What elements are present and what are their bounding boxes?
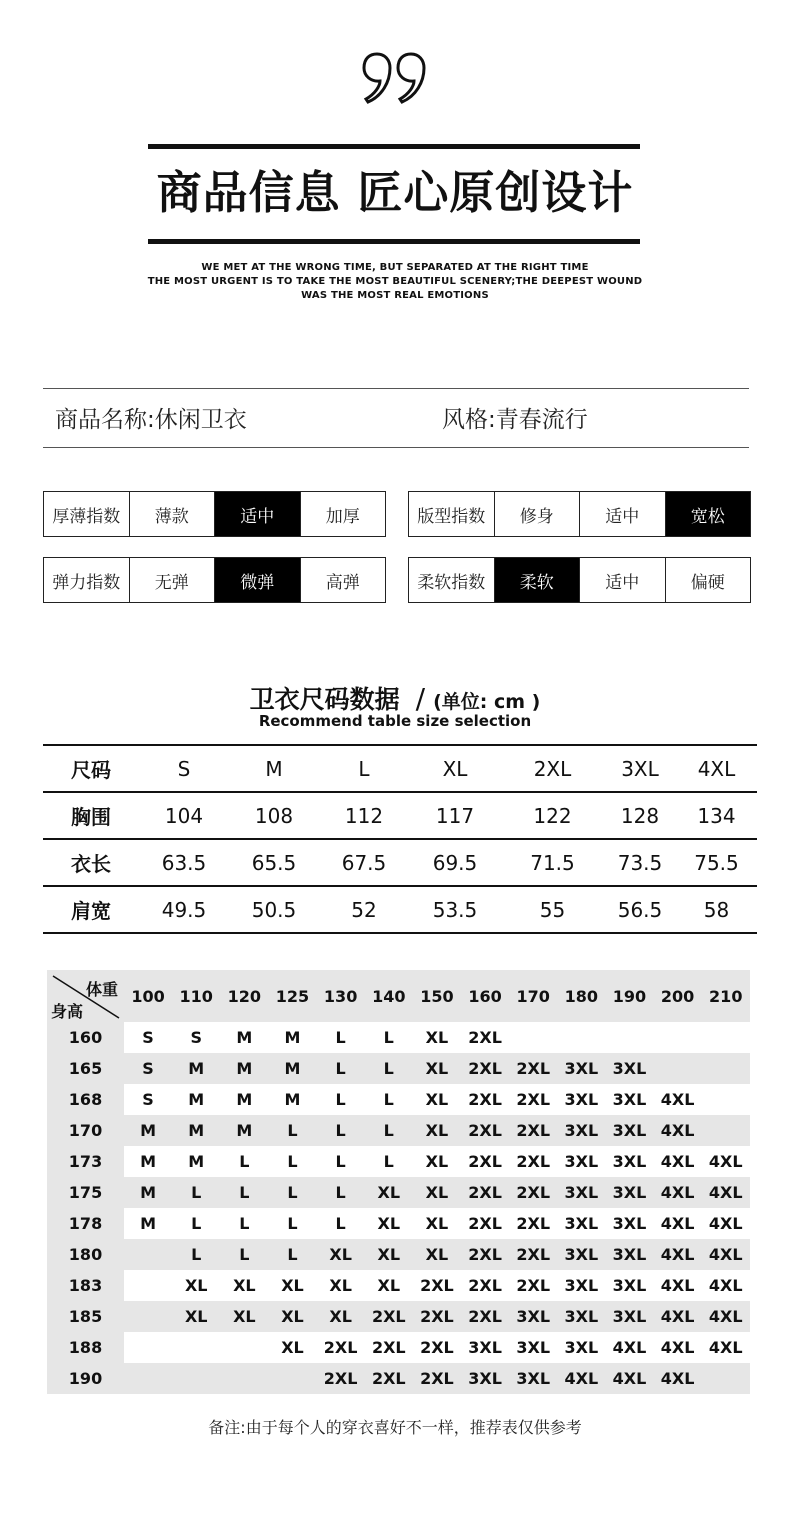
index-option: 加厚 [300,492,386,536]
size-cell [220,1363,268,1394]
size-cell: M [236,1121,253,1140]
size-table-cell: 49.5 [161,897,207,922]
size-cell: M [284,1059,301,1078]
size-table-cell: 52 [351,897,377,922]
size-cell: 3XL [612,1245,647,1264]
chart-row [47,1177,750,1208]
size-cell: 4XL [660,1121,695,1140]
size-cell: XL [377,1276,401,1295]
size-cell: 4XL [708,1307,743,1326]
size-cell: 3XL [612,1276,647,1295]
size-table-cell: XL [442,756,468,781]
size-cell: 3XL [612,1121,647,1140]
size-cell [654,1053,702,1084]
height-row-header: 175 [47,1177,124,1208]
size-cell: 2XL [420,1338,454,1357]
size-table-cell: 122 [533,803,572,828]
index-option: 修身 [494,492,580,536]
weight-column-header: 160 [468,986,502,1006]
size-cell: 3XL [564,1214,599,1233]
size-cell: 2XL [371,1338,406,1357]
size-cell: 4XL [612,1369,647,1388]
size-cell: L [287,1121,298,1140]
size-cell: 2XL [323,1338,358,1357]
height-row-header: 170 [47,1115,124,1146]
size-cell [220,1332,268,1363]
size-cell: M [188,1121,205,1140]
size-cell: 3XL [468,1338,502,1357]
size-cell: 2XL [468,1028,502,1047]
size-cell: 4XL [660,1369,695,1388]
size-cell: XL [281,1307,304,1326]
index-option-selected: 柔软 [494,558,580,602]
size-cell: L [287,1245,298,1264]
weight-column-header: 190 [612,986,647,1006]
size-cell: XL [377,1183,401,1202]
size-table-cell: S [177,756,191,781]
size-cell: 2XL [516,1245,551,1264]
size-cell: L [335,1028,346,1047]
size-cell: 4XL [660,1152,695,1171]
size-cell: 4XL [660,1090,695,1109]
size-table-row-label: 肩宽 [71,899,111,923]
size-cell: 3XL [564,1307,599,1326]
elasticity-index [43,557,386,603]
height-row-header: 183 [47,1270,124,1301]
size-cell: 2XL [468,1307,502,1326]
size-table-row [43,840,757,887]
size-cell: 4XL [660,1338,695,1357]
size-cell [557,1022,605,1053]
size-cell: 4XL [564,1369,599,1388]
chart-row [47,1332,750,1363]
weight-column-header: 110 [179,986,213,1006]
chart-row [47,1301,750,1332]
title-rule-bottom [148,239,640,244]
size-cell: 4XL [708,1338,743,1357]
size-table-subtitle: Recommend table size selection [258,712,532,730]
slogan-line: WE MET AT THE WRONG TIME, BUT SEPARATED AT THE RIGHT TIME [201,262,589,273]
size-cell: 3XL [612,1307,647,1326]
size-cell: XL [425,1059,449,1078]
weight-column-header: 200 [660,986,695,1006]
size-table-cell: L [358,756,370,781]
chart-corner [47,970,124,1022]
size-table-header [43,746,757,793]
size-table-row-label: 衣长 [71,852,111,876]
size-cell: L [239,1214,250,1233]
size-cell: 2XL [516,1276,551,1295]
info-rule-bottom [43,447,749,448]
slogan-line: THE MOST URGENT IS TO TAKE THE MOST BEAUTIFUL SCENERY;THE DEEPEST WOUND [147,276,643,287]
size-cell: L [383,1121,394,1140]
title-rule-top [148,144,640,149]
size-cell: 2XL [516,1121,551,1140]
size-cell: L [335,1059,346,1078]
size-cell: L [335,1183,346,1202]
index-option: 薄款 [129,492,215,536]
size-cell: XL [329,1307,352,1326]
size-cell [605,1022,653,1053]
size-cell: 2XL [468,1090,502,1109]
weight-column-header: 100 [131,986,165,1006]
size-cell: 2XL [420,1369,454,1388]
size-cell: L [191,1214,202,1233]
size-table-cell: 117 [435,803,475,828]
size-table-row [43,887,757,934]
size-cell: L [383,1028,394,1047]
size-cell: 3XL [564,1090,599,1109]
size-cell [124,1239,172,1270]
size-cell: 2XL [516,1059,551,1078]
remark-note: 备注:由于每个人的穿衣喜好不一样，推荐表仅供参考 [208,1418,582,1437]
index-label: 弹力指数 [52,572,121,593]
size-cell: M [188,1059,205,1078]
size-cell: XL [233,1307,256,1326]
size-table-cell: 73.5 [617,850,663,875]
size-cell: 2XL [420,1307,454,1326]
size-table-unit: (单位: cm ) [433,691,541,713]
size-cell: 4XL [660,1307,695,1326]
index-option: 高弹 [300,558,386,602]
size-cell: S [142,1028,154,1047]
size-cell: 3XL [612,1090,647,1109]
quote-icon-svg [360,50,430,106]
size-cell: M [284,1090,301,1109]
size-table-title [0,680,790,716]
height-row-header: 180 [47,1239,124,1270]
size-cell: XL [425,1121,449,1140]
size-cell: 2XL [371,1369,406,1388]
size-cell: L [287,1214,298,1233]
size-cell: S [142,1090,154,1109]
weight-column-header: 140 [372,986,406,1006]
height-axis-label: 身高 [51,1002,84,1021]
size-table-cell: 2XL [533,756,572,781]
size-cell: L [239,1152,250,1171]
size-cell: 3XL [564,1152,599,1171]
size-cell: L [287,1183,298,1202]
size-cell: 3XL [564,1059,599,1078]
chart-row [47,1363,750,1394]
size-cell: L [191,1245,202,1264]
size-cell: L [335,1214,346,1233]
fit-index [408,491,751,537]
size-cell: 3XL [612,1214,647,1233]
size-cell: XL [184,1307,208,1326]
size-cell [509,1022,557,1053]
size-table-cell: 128 [620,803,660,828]
size-cell: M [188,1152,205,1171]
size-cell [172,1363,220,1394]
size-cell: L [335,1121,346,1140]
size-cell: 2XL [516,1090,551,1109]
size-cell: XL [281,1276,304,1295]
size-recommend-chart [47,970,750,1394]
weight-column-header: 125 [275,986,310,1006]
size-cell: M [140,1183,157,1202]
title-slash: / [415,682,426,715]
size-table-cell: 67.5 [341,850,387,875]
size-cell: XL [281,1338,304,1357]
size-cell: L [383,1152,394,1171]
product-name: 商品名称:休闲卫衣 [55,407,247,433]
size-table-cell: M [265,756,283,781]
softness-index [408,557,751,603]
weight-column-header: 150 [420,986,454,1006]
size-cell [268,1363,316,1394]
size-cell: 4XL [708,1276,743,1295]
chart-row [47,1053,750,1084]
size-table-cell: 53.5 [432,897,478,922]
size-cell: XL [425,1028,449,1047]
size-table-row [43,793,757,840]
size-cell: 3XL [564,1121,599,1140]
size-table-cell: 104 [164,803,204,828]
chart-row [47,1239,750,1270]
size-cell: 2XL [468,1121,502,1140]
weight-column-header: 120 [227,986,262,1006]
size-table-cell: 50.5 [251,897,297,922]
size-table-cell: 112 [344,803,384,828]
size-cell: 2XL [516,1183,551,1202]
size-cell: 3XL [564,1245,599,1264]
index-option: 适中 [579,558,665,602]
height-row-header: 190 [47,1363,124,1394]
size-cell [124,1270,172,1301]
size-table-cell: 56.5 [617,897,663,922]
size-table-row-label: 胸围 [71,805,111,829]
size-cell: L [239,1245,250,1264]
size-cell [654,1022,702,1053]
size-cell: 2XL [323,1369,358,1388]
size-table-cell: 71.5 [530,850,575,875]
size-cell: XL [329,1276,352,1295]
size-cell: L [335,1090,346,1109]
size-cell [702,1363,750,1394]
size-cell: L [287,1152,298,1171]
index-option-selected: 微弹 [214,558,300,602]
size-cell: 3XL [612,1183,647,1202]
size-table-heading: 卫衣尺码数据 [249,685,400,714]
chart-row [47,1022,750,1053]
size-table-cell: 65.5 [251,850,297,875]
size-cell: 3XL [516,1338,551,1357]
size-cell: M [188,1090,205,1109]
info-rule-top [43,388,749,389]
height-row-header: 173 [47,1146,124,1177]
size-cell [702,1053,750,1084]
size-cell: 4XL [708,1245,743,1264]
size-table-cell: 55 [539,897,566,922]
size-cell: 4XL [708,1183,743,1202]
chart-header-row [47,970,750,1022]
size-cell: 2XL [371,1307,406,1326]
index-option: 适中 [579,492,665,536]
size-cell: XL [184,1276,208,1295]
size-cell: 2XL [468,1152,502,1171]
size-cell: 2XL [468,1183,502,1202]
size-cell: L [191,1183,202,1202]
thickness-index [43,491,386,537]
height-row-header: 168 [47,1084,124,1115]
index-option-selected: 适中 [214,492,300,536]
size-cell: 2XL [468,1245,502,1264]
page-title: 商品信息 匠心原创设计 [156,166,634,219]
size-cell: M [236,1059,253,1078]
height-row-header: 160 [47,1022,124,1053]
size-cell [172,1332,220,1363]
index-label: 厚薄指数 [52,506,121,527]
size-table-cell: 4XL [697,756,736,781]
size-cell: M [284,1028,301,1047]
size-cell [702,1084,750,1115]
size-cell: S [142,1059,154,1078]
size-cell: 2XL [516,1214,551,1233]
size-cell: 3XL [516,1307,551,1326]
size-cell [124,1363,172,1394]
size-cell [702,1022,750,1053]
height-row-header: 178 [47,1208,124,1239]
weight-column-header: 210 [709,986,743,1006]
size-cell: XL [329,1245,352,1264]
size-cell: S [190,1028,202,1047]
weight-column-header: 130 [323,986,358,1006]
size-table-cell: 75.5 [694,850,739,875]
size-cell: L [383,1059,394,1078]
size-cell: 3XL [612,1152,647,1171]
size-table-cell: 3XL [621,756,659,781]
size-cell: 3XL [612,1059,647,1078]
size-table-row-label: 尺码 [71,758,111,782]
size-cell: 3XL [564,1338,599,1357]
chart-row [47,1084,750,1115]
size-cell: 2XL [468,1059,502,1078]
size-cell: M [140,1152,157,1171]
index-label: 柔软指数 [417,572,486,593]
height-row-header: 165 [47,1053,124,1084]
weight-column-header: 170 [516,986,550,1006]
size-cell: 2XL [468,1276,502,1295]
size-cell: XL [425,1214,449,1233]
size-cell: 4XL [660,1183,695,1202]
index-label: 版型指数 [417,506,486,527]
size-cell: 3XL [564,1276,599,1295]
size-cell: M [140,1121,157,1140]
size-cell [124,1301,172,1332]
slogan-line: WAS THE MOST REAL EMOTIONS [301,290,489,301]
size-cell: 4XL [660,1276,695,1295]
size-cell: XL [425,1090,449,1109]
size-cell [702,1115,750,1146]
size-cell: XL [425,1245,449,1264]
quote-icon [0,50,790,110]
size-cell: 4XL [660,1245,695,1264]
height-row-header: 185 [47,1301,124,1332]
size-table-cell: 69.5 [432,850,478,875]
size-table-cell: 63.5 [161,850,207,875]
chart-row [47,1208,750,1239]
size-table-cell: 58 [703,897,730,922]
size-cell: M [236,1028,253,1047]
size-cell: 4XL [708,1152,743,1171]
size-cell: M [236,1090,253,1109]
index-option: 无弹 [129,558,215,602]
size-cell: XL [377,1214,401,1233]
size-cell: 3XL [564,1183,599,1202]
size-cell: 3XL [468,1369,502,1388]
size-cell: 4XL [612,1338,647,1357]
weight-axis-label: 体重 [85,980,118,999]
size-cell [124,1332,172,1363]
size-cell: XL [377,1245,401,1264]
size-cell: 2XL [516,1152,551,1171]
size-table-cell: 134 [697,803,736,828]
size-cell: XL [233,1276,256,1295]
size-cell: 2XL [468,1214,502,1233]
weight-column-header: 180 [564,986,599,1006]
size-table [43,744,757,934]
size-cell: XL [425,1183,449,1202]
size-cell: 4XL [660,1214,695,1233]
size-cell: 2XL [420,1276,454,1295]
slogan [0,261,790,303]
size-cell: XL [425,1152,449,1171]
product-style: 风格:青春流行 [442,407,588,433]
chart-row [47,1146,750,1177]
size-cell: 3XL [516,1369,551,1388]
index-option: 偏硬 [665,558,751,602]
size-cell: L [239,1183,250,1202]
size-cell: 4XL [708,1214,743,1233]
size-cell: L [335,1152,346,1171]
chart-row [47,1115,750,1146]
chart-row [47,1270,750,1301]
size-cell: M [140,1214,157,1233]
index-option-selected: 宽松 [665,492,751,536]
size-table-cell: 108 [254,803,294,828]
height-row-header: 188 [47,1332,124,1363]
size-cell: L [383,1090,394,1109]
